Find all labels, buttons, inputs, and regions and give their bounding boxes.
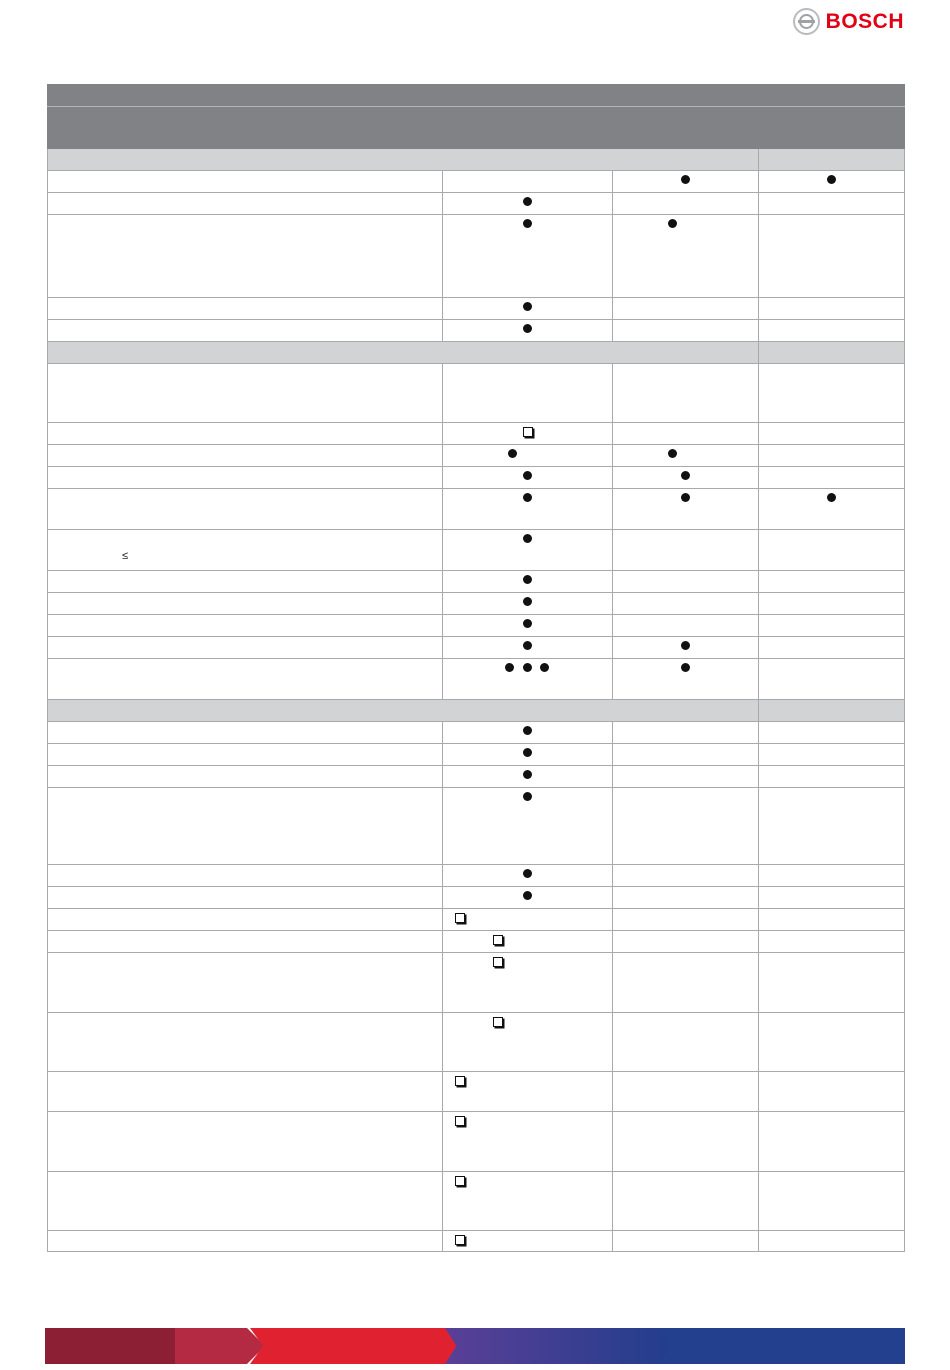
- feature-cell: [48, 865, 443, 887]
- optional-box-icon: [493, 957, 503, 967]
- model-1-cell: [443, 1072, 613, 1112]
- model-1-cell: [443, 530, 613, 571]
- model-1-cell: [443, 615, 613, 637]
- model-1-cell: [443, 909, 613, 931]
- section-header-row: [48, 700, 905, 722]
- optional-box-icon: [493, 1017, 503, 1027]
- table-row: [48, 467, 905, 489]
- table-row: [48, 593, 905, 615]
- included-dot-icon: [505, 663, 514, 672]
- optional-box-icon: [455, 1235, 465, 1245]
- model-2-cell: [613, 931, 759, 953]
- included-dot-icon: [508, 449, 517, 458]
- model-2-cell: [613, 766, 759, 788]
- model-2-cell: [613, 1231, 759, 1252]
- table-row: [48, 615, 905, 637]
- section-cell: [759, 342, 905, 364]
- feature-cell: [48, 953, 443, 1013]
- optional-box-icon: [455, 1076, 465, 1086]
- model-2-cell: [613, 744, 759, 766]
- feature-cell: [48, 766, 443, 788]
- model-3-cell: [759, 615, 905, 637]
- feature-cell: [48, 467, 443, 489]
- included-dot-icon: [681, 493, 690, 502]
- model-3-cell: [759, 909, 905, 931]
- feature-cell: [48, 1172, 443, 1231]
- feature-cell: [48, 1112, 443, 1172]
- included-dot-icon: [523, 324, 532, 333]
- feature-cell: [48, 171, 443, 193]
- table-row: [48, 744, 905, 766]
- included-dot-icon: [540, 663, 549, 672]
- model-3-cell: [759, 637, 905, 659]
- included-dot-icon: [523, 641, 532, 650]
- model-3-cell: [759, 1013, 905, 1072]
- table-row: [48, 193, 905, 215]
- header-feature-blank: [48, 85, 443, 107]
- feature-cell: [48, 931, 443, 953]
- section-header-row: [48, 342, 905, 364]
- feature-cell: [48, 320, 443, 342]
- table-row: [48, 530, 905, 571]
- model-3-cell: [759, 593, 905, 615]
- included-dot-icon: [523, 792, 532, 801]
- table-row: [48, 1072, 905, 1112]
- model-2-cell: [613, 865, 759, 887]
- section-label-cell: [48, 700, 759, 722]
- model-3-cell: [759, 1231, 905, 1252]
- feature-cell: [48, 788, 443, 865]
- model-2-cell: [613, 637, 759, 659]
- model-3-cell: [759, 659, 905, 700]
- model-1-cell: [443, 744, 613, 766]
- table-row: [48, 953, 905, 1013]
- model-2-cell: [613, 320, 759, 342]
- table-row: [48, 1172, 905, 1231]
- header-row-columns: [48, 107, 905, 149]
- header-col-feature: [48, 107, 443, 149]
- model-1-cell: [443, 571, 613, 593]
- feature-cell: [48, 530, 443, 571]
- table-row: [48, 1231, 905, 1252]
- feature-cell: [48, 744, 443, 766]
- feature-cell: [48, 364, 443, 423]
- model-3-cell: [759, 1112, 905, 1172]
- feature-cell: [48, 489, 443, 530]
- feature-cell: [48, 1231, 443, 1252]
- model-3-cell: [759, 722, 905, 744]
- included-dot-icon: [681, 641, 690, 650]
- included-dot-icon: [523, 748, 532, 757]
- included-dot-icon: [523, 493, 532, 502]
- section-cell: [759, 700, 905, 722]
- model-2-cell: [613, 722, 759, 744]
- model-1-cell: [443, 193, 613, 215]
- model-3-cell: [759, 530, 905, 571]
- model-1-cell: [443, 593, 613, 615]
- model-2-cell: [613, 298, 759, 320]
- footer-color-bar: [45, 1328, 905, 1364]
- footer-segment-5: [660, 1328, 905, 1364]
- feature-grid: [47, 84, 905, 1252]
- feature-cell: [48, 659, 443, 700]
- model-2-cell: [613, 659, 759, 700]
- model-1-cell: [443, 320, 613, 342]
- model-2-cell: [613, 489, 759, 530]
- model-1-cell: [443, 788, 613, 865]
- model-1-cell: [443, 722, 613, 744]
- model-1-cell: [443, 489, 613, 530]
- included-dot-icon: [523, 219, 532, 228]
- model-1-cell: [443, 865, 613, 887]
- model-2-cell: [613, 953, 759, 1013]
- model-2-cell: [613, 1172, 759, 1231]
- table-row: [48, 1013, 905, 1072]
- table-row: [48, 887, 905, 909]
- brand-name: BOSCH: [825, 9, 904, 33]
- optional-box-icon: [493, 935, 503, 945]
- included-dot-icon: [681, 471, 690, 480]
- table-row: [48, 571, 905, 593]
- model-2-cell: [613, 571, 759, 593]
- model-3-cell: [759, 364, 905, 423]
- feature-cell: [48, 722, 443, 744]
- table-row: [48, 364, 905, 423]
- model-3-cell: [759, 865, 905, 887]
- model-2-cell: [613, 1013, 759, 1072]
- model-3-cell: [759, 571, 905, 593]
- included-dot-icon: [523, 534, 532, 543]
- model-1-cell: [443, 931, 613, 953]
- included-dot-icon: [523, 597, 532, 606]
- included-dot-icon: [681, 175, 690, 184]
- table-row: [48, 1112, 905, 1172]
- optional-box-icon: [523, 427, 533, 437]
- model-3-cell: [759, 788, 905, 865]
- included-dot-icon: [523, 869, 532, 878]
- model-2-cell: [613, 364, 759, 423]
- model-1-cell: [443, 1013, 613, 1072]
- model-1-cell: [443, 171, 613, 193]
- model-1-cell: [443, 887, 613, 909]
- model-2-cell: [613, 1112, 759, 1172]
- model-3-cell: [759, 953, 905, 1013]
- model-2-cell: [613, 171, 759, 193]
- included-dot-icon: [523, 726, 532, 735]
- feature-cell: [48, 909, 443, 931]
- section-label-cell: [48, 149, 759, 171]
- feature-cell: [48, 615, 443, 637]
- header-col-model-3: [759, 107, 905, 149]
- feature-table: [47, 84, 904, 1252]
- model-3-cell: [759, 193, 905, 215]
- model-1-cell: [443, 1231, 613, 1252]
- footer-segment-4: [445, 1328, 675, 1364]
- model-3-cell: [759, 1172, 905, 1231]
- model-1-cell: [443, 953, 613, 1013]
- model-2-cell: [613, 887, 759, 909]
- included-dot-icon: [523, 663, 532, 672]
- included-dot-icon: [523, 891, 532, 900]
- feature-cell: [48, 1072, 443, 1112]
- model-1-cell: [443, 423, 613, 445]
- table-row: [48, 423, 905, 445]
- included-dot-icon: [668, 219, 677, 228]
- model-3-cell: [759, 489, 905, 530]
- feature-cell: [48, 423, 443, 445]
- feature-cell: [48, 215, 443, 298]
- table-row: [48, 637, 905, 659]
- model-3-cell: [759, 171, 905, 193]
- model-1-cell: [443, 215, 613, 298]
- feature-cell: [48, 637, 443, 659]
- table-row: [48, 298, 905, 320]
- feature-cell: [48, 445, 443, 467]
- model-1-cell: [443, 1172, 613, 1231]
- model-1-cell: [443, 637, 613, 659]
- table-row: [48, 171, 905, 193]
- feature-cell: [48, 887, 443, 909]
- model-1-cell: [443, 467, 613, 489]
- header-col-model-1: [443, 107, 613, 149]
- included-dot-icon: [668, 449, 677, 458]
- header-model-group: [443, 85, 905, 107]
- model-3-cell: [759, 298, 905, 320]
- model-1-cell: [443, 298, 613, 320]
- feature-cell: [48, 193, 443, 215]
- model-1-cell: [443, 364, 613, 423]
- included-dot-icon: [523, 197, 532, 206]
- table-row: [48, 320, 905, 342]
- model-3-cell: [759, 766, 905, 788]
- header-col-model-2: [613, 107, 759, 149]
- model-2-cell: [613, 423, 759, 445]
- feature-cell: [48, 298, 443, 320]
- model-2-cell: [613, 193, 759, 215]
- included-dot-icon: [523, 302, 532, 311]
- footer-segment-1: [45, 1328, 180, 1364]
- model-2-cell: [613, 530, 759, 571]
- optional-box-icon: [455, 1176, 465, 1186]
- model-3-cell: [759, 423, 905, 445]
- model-3-cell: [759, 887, 905, 909]
- model-3-cell: [759, 1072, 905, 1112]
- model-2-cell: [613, 467, 759, 489]
- table-row: [48, 215, 905, 298]
- model-1-cell: [443, 445, 613, 467]
- less-equal-symbol: ≤: [122, 550, 129, 562]
- model-2-cell: [613, 788, 759, 865]
- optional-box-icon: [455, 913, 465, 923]
- footer-segment-3: [250, 1328, 470, 1364]
- model-2-cell: [613, 593, 759, 615]
- model-3-cell: [759, 467, 905, 489]
- table-row: [48, 659, 905, 700]
- table-row: [48, 489, 905, 530]
- included-dot-icon: [827, 493, 836, 502]
- model-3-cell: [759, 320, 905, 342]
- table-row: [48, 909, 905, 931]
- included-dot-icon: [827, 175, 836, 184]
- model-3-cell: [759, 215, 905, 298]
- model-2-cell: [613, 215, 759, 298]
- header-row-group: [48, 85, 905, 107]
- bosch-armature-icon: [793, 8, 820, 35]
- model-2-cell: [613, 909, 759, 931]
- model-1-cell: [443, 659, 613, 700]
- section-label-cell: [48, 342, 759, 364]
- table-row: [48, 445, 905, 467]
- feature-cell: [48, 1013, 443, 1072]
- bosch-logo: [793, 8, 904, 35]
- feature-cell: [48, 571, 443, 593]
- section-header-row: [48, 149, 905, 171]
- included-dot-icon: [523, 619, 532, 628]
- model-3-cell: [759, 931, 905, 953]
- included-dot-icon: [681, 663, 690, 672]
- included-dot-icon: [523, 770, 532, 779]
- model-3-cell: [759, 744, 905, 766]
- table-row: [48, 865, 905, 887]
- model-2-cell: [613, 445, 759, 467]
- table-row: [48, 931, 905, 953]
- table-body: [48, 149, 905, 1252]
- model-2-cell: [613, 615, 759, 637]
- table-row: [48, 722, 905, 744]
- table-row: [48, 766, 905, 788]
- model-3-cell: [759, 445, 905, 467]
- model-1-cell: [443, 1112, 613, 1172]
- footer-segment-2: [175, 1328, 265, 1364]
- model-1-cell: [443, 766, 613, 788]
- optional-box-icon: [455, 1116, 465, 1126]
- included-dot-icon: [523, 575, 532, 584]
- table-row: [48, 788, 905, 865]
- model-2-cell: [613, 1072, 759, 1112]
- section-cell: [759, 149, 905, 171]
- feature-cell: [48, 593, 443, 615]
- included-dot-icon: [523, 471, 532, 480]
